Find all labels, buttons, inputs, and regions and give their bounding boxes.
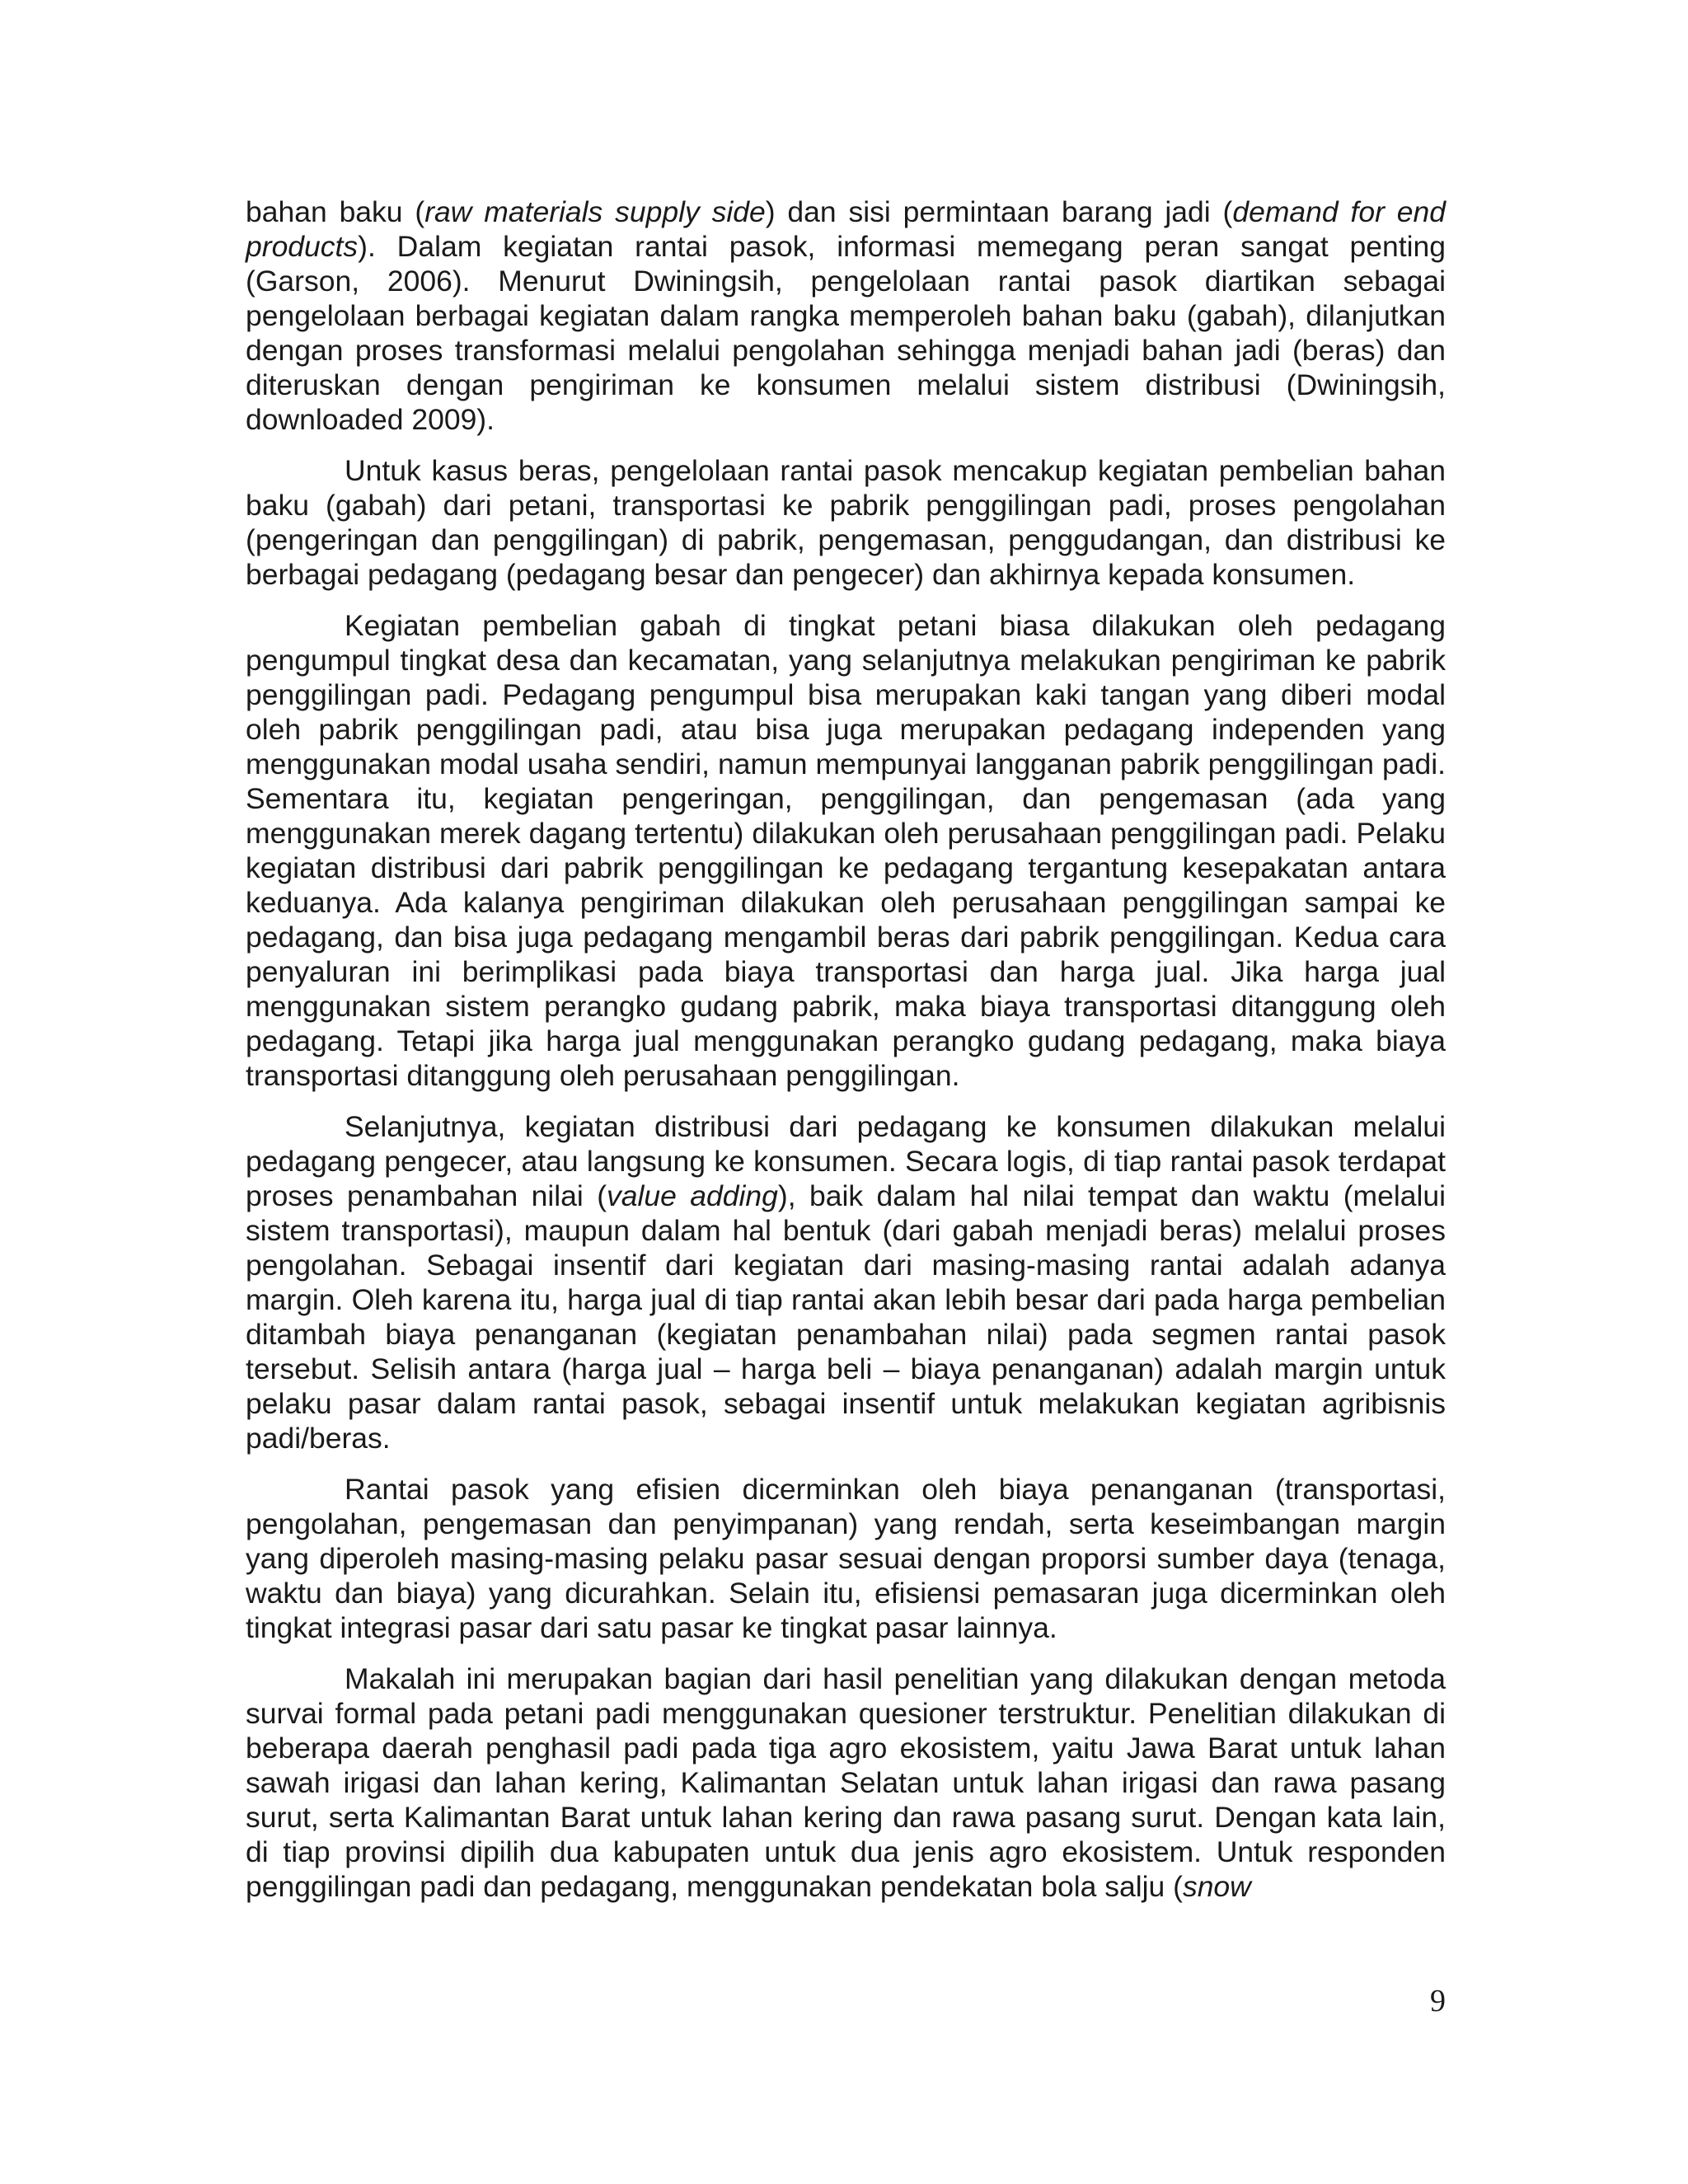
paragraph-1 bbox=[246, 194, 1446, 437]
italic-term: demand for end products bbox=[246, 195, 1446, 263]
text-run: ), baik dalam hal nilai tempat dan waktu (melalui sistem transportasi), maupun dalam hal bentuk (dari gabah menjadi beras) melalui proses pengolahan. Sebagai insentif dari kegiatan dari masing-masing rantai adalah adanya margin. Oleh karena itu, harga jual di tiap rantai akan lebih besar dari pada harga pembelian ditambah biaya penanganan (kegiatan penambahan nilai) pada segmen rantai pasok tersebut. Selisih antara (harga jual – harga beli – biaya penanganan) adalah margin untuk pelaku pasar dalam rantai pasok, sebagai insentif untuk melakukan kegiatan agribisnis padi/beras. bbox=[246, 1179, 1447, 1455]
italic-term: value adding bbox=[607, 1179, 778, 1212]
paragraph-6 bbox=[246, 1661, 1446, 1904]
italic-term: snow bbox=[1182, 1870, 1251, 1903]
paragraph-2 bbox=[246, 453, 1446, 592]
page-number: 9 bbox=[1430, 1984, 1446, 2018]
text-run: ). Dalam kegiatan rantai pasok, informasi memegang peran sangat penting (Garson, 2006). Menurut Dwiningsih, pengelolaan rantai pasok diartikan sebagai pengelolaan berbagai kegiatan dalam rangka memperoleh bahan baku (gabah), dilanjutkan dengan proses transformasi melalui pengolahan sehingga menjadi bahan jadi (beras) dan diteruskan dengan pengiriman ke konsumen melalui sistem distribusi (Dwiningsih, downloaded 2009). bbox=[246, 230, 1446, 436]
text-run: ) dan sisi permintaan barang jadi ( bbox=[765, 195, 1233, 228]
text-run: Makalah ini merupakan bagian dari hasil penelitian yang dilakukan dengan metoda survai formal pada petani padi menggunakan quesioner terstruktur. Penelitian dilakukan di beberapa daerah penghasil padi pada tiga agro ekosistem, yaitu Jawa Barat untuk lahan sawah irigasi dan lahan kering, Kalimantan Selatan untuk lahan irigasi dan rawa pasang surut, serta Kalimantan Barat untuk lahan kering dan rawa pasang surut. Dengan kata lain, di tiap provinsi dipilih dua kabupaten untuk dua jenis agro ekosistem. Untuk responden penggilingan padi dan pedagang, menggunakan pendekatan bola salju ( bbox=[246, 1662, 1446, 1903]
italic-term: raw materials supply side bbox=[424, 195, 766, 228]
paragraph-4 bbox=[246, 1109, 1446, 1455]
text-run: Kegiatan pembelian gabah di tingkat petani biasa dilakukan oleh pedagang pengumpul tingkat desa dan kecamatan, yang selanjutnya melakukan pengiriman ke pabrik penggilingan padi. Pedagang pengumpul bisa merupakan kaki tangan yang diberi modal oleh pabrik penggilingan padi, atau bisa juga merupakan pedagang independen yang menggunakan modal usaha sendiri, namun mempunyai langganan pabrik penggilingan padi. Sementara itu, kegiatan pengeringan, penggilingan, dan pengemasan (ada yang menggunakan merek dagang tertentu) dilakukan oleh perusahaan penggilingan padi. Pelaku kegiatan distribusi dari pabrik penggilingan ke pedagang tergantung kesepakatan antara keduanya. Ada kalanya pengiriman dilakukan oleh perusahaan penggilingan sampai ke pedagang, dan bisa juga pedagang mengambil beras dari pabrik penggilingan. Kedua cara penyaluran ini berimplikasi pada biaya transportasi dan harga jual. Jika harga jual menggunakan sistem perangko gudang pabrik, maka biaya transportasi ditanggung oleh pedagang. Tetapi jika harga jual menggunakan perangko gudang pedagang, maka biaya transportasi ditanggung oleh perusahaan penggilingan. bbox=[246, 609, 1446, 1092]
paragraph-5 bbox=[246, 1472, 1446, 1645]
text-run: bahan baku ( bbox=[246, 195, 425, 228]
body-text bbox=[246, 194, 1446, 1920]
text-run: Selanjutnya, kegiatan distribusi dari pedagang ke konsumen dilakukan melalui pedagang pengecer, atau langsung ke konsumen. Secara logis, di tiap rantai pasok terdapat proses penambahan nilai ( bbox=[246, 1110, 1446, 1212]
text-run: Untuk kasus beras, pengelolaan rantai pasok mencakup kegiatan pembelian bahan baku (gabah) dari petani, transportasi ke pabrik penggilingan padi, proses pengolahan (pengeringan dan penggilingan) di pabrik, pengemasan, penggudangan, dan distribusi ke berbagai pedagang (pedagang besar dan pengecer) dan akhirnya kepada konsumen. bbox=[246, 454, 1446, 591]
paragraph-3 bbox=[246, 608, 1446, 1093]
text-run: Rantai pasok yang efisien dicerminkan oleh biaya penanganan (transportasi, pengolahan, pengemasan dan penyimpanan) yang rendah, serta keseimbangan margin yang diperoleh masing-masing pelaku pasar sesuai dengan proporsi sumber daya (tenaga, waktu dan biaya) yang dicurahkan. Selain itu, efisiensi pemasaran juga dicerminkan oleh tingkat integrasi pasar dari satu pasar ke tingkat pasar lainnya. bbox=[246, 1473, 1446, 1644]
